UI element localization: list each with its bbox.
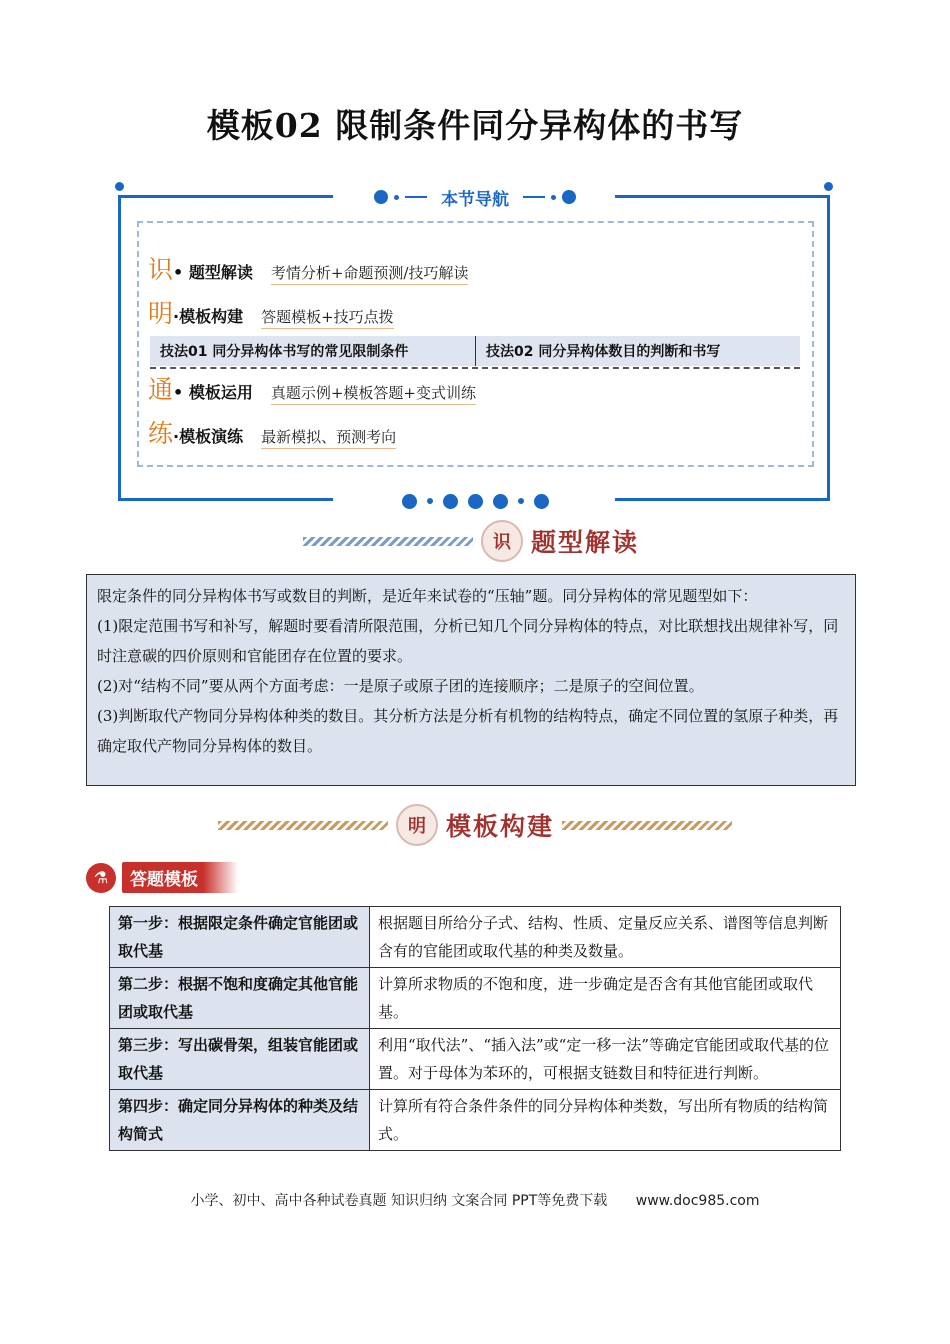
dot-icon — [394, 195, 399, 200]
dot-icon — [402, 494, 417, 509]
nav-row-letter: 明 — [148, 299, 174, 328]
nav-row-desc: 真题示例+模板答题+变式训练 — [271, 382, 476, 405]
step-value: 计算所有符合条件条件的同分异构体种类数，写出所有物质的结构简式。 — [370, 1090, 841, 1151]
section-title: 模板构建 — [445, 812, 554, 841]
step-key: 第四步：确定同分异构体的种类及结构简式 — [110, 1090, 370, 1151]
seal-icon: 明 — [396, 804, 438, 846]
corner-dot-icon — [824, 182, 833, 191]
stripe-decoration — [303, 537, 473, 546]
dot-icon — [468, 494, 483, 509]
dot-icon — [562, 190, 576, 204]
nav-footer-dots — [330, 490, 620, 512]
stripe-decoration — [218, 821, 388, 830]
nav-row-head: ·模板构建 — [173, 307, 244, 326]
nav-row-head: ·模板演练 — [173, 427, 244, 446]
intro-paragraph: (2)对“结构不同”要从两个方面考虑：一是原子或原子团的连接顺序；二是原子的空间位置。 — [97, 677, 704, 695]
nav-row-shi — [148, 250, 468, 286]
table-row — [110, 968, 841, 1029]
nav-row-lian — [148, 414, 396, 450]
steps-table — [109, 906, 841, 1151]
step-key: 第二步：根据不饱和度确定其他官能团或取代基 — [110, 968, 370, 1029]
nav-row-tong — [148, 370, 476, 406]
step-value: 利用“取代法”、“插入法”或“定一移一法”等确定官能团或取代基的位置。对于母体为苯环的，可根据支链数目和特征进行判断。 — [370, 1029, 841, 1090]
template-label-text: 答题模板 — [122, 862, 238, 893]
nav-row-letter: 识 — [148, 255, 174, 284]
seal-icon: 识 — [481, 520, 523, 562]
nav-row-head: • 题型解读 — [173, 263, 253, 282]
nav-header — [330, 184, 620, 210]
nav-row-desc: 考情分析+命题预测/技巧解读 — [271, 262, 469, 285]
dot-icon — [534, 494, 549, 509]
skill-2: 技法02 同分异构体数目的判断和书写 — [486, 344, 721, 360]
section-title: 题型解读 — [530, 528, 639, 557]
intro-paragraph: (3)判断取代产物同分异构体种类的数目。其分析方法是分析有机物的结构特点，确定不同位置的氢原子种类，再确定取代产物同分异构体的数目。 — [97, 707, 839, 755]
table-row — [110, 1090, 841, 1151]
footer-link[interactable]: www.doc985.com — [635, 1193, 760, 1209]
dot-icon — [443, 494, 458, 509]
skill-1: 技法01 同分异构体书写的常见限制条件 — [150, 336, 476, 366]
nav-row-ming — [148, 294, 394, 330]
step-key: 第一步：根据限定条件确定官能团或取代基 — [110, 907, 370, 968]
table-row — [110, 1029, 841, 1090]
corner-dot-icon — [115, 182, 124, 191]
dot-icon — [493, 494, 508, 509]
page-footer — [0, 1190, 950, 1210]
dot-icon — [374, 190, 388, 204]
nav-row-desc: 答题模板+技巧点拨 — [261, 306, 394, 329]
nav-title: 本节导航 — [441, 189, 509, 210]
section-banner-2 — [0, 804, 950, 846]
dot-icon — [518, 498, 524, 504]
nav-row-head: • 模板运用 — [173, 383, 253, 402]
intro-paragraph: 限定条件的同分异构体书写或数目的判断，是近年来试卷的“压轴”题。同分异构体的常见题型如下： — [97, 587, 758, 605]
page-title: 模板02 限制条件同分异构体的书写 — [206, 106, 744, 145]
section-banner-1 — [0, 520, 950, 562]
footer-text: 小学、初中、高中各种试卷真题 知识归纳 文案合同 PPT等免费下载 — [190, 1193, 608, 1209]
dot-icon — [427, 498, 433, 504]
nav-row-desc: 最新模拟、预测考向 — [261, 426, 396, 449]
stripe-decoration — [562, 821, 732, 830]
dot-icon — [551, 195, 556, 200]
template-label — [86, 862, 238, 893]
table-row — [110, 907, 841, 968]
nav-row-letter: 练 — [148, 419, 174, 448]
intro-paragraph: (1)限定范围书写和补写，解题时要看清所限范围，分析已知几个同分异构体的特点，对比联想找出规律补写，同时注意碳的四价原则和官能团存在位置的要求。 — [97, 617, 839, 665]
step-value: 计算所求物质的不饱和度，进一步确定是否含有其他官能团或取代基。 — [370, 968, 841, 1029]
nav-row-letter: 通 — [148, 375, 174, 404]
divider — [150, 367, 800, 369]
skills-bar — [150, 336, 800, 366]
step-value: 根据题目所给分子式、结构、性质、定量反应关系、谱图等信息判断含有的官能团或取代基的种类及数量。 — [370, 907, 841, 968]
flask-icon: ⚗ — [86, 863, 116, 893]
intro-box — [86, 574, 856, 786]
step-key: 第三步：写出碳骨架，组装官能团或取代基 — [110, 1029, 370, 1090]
